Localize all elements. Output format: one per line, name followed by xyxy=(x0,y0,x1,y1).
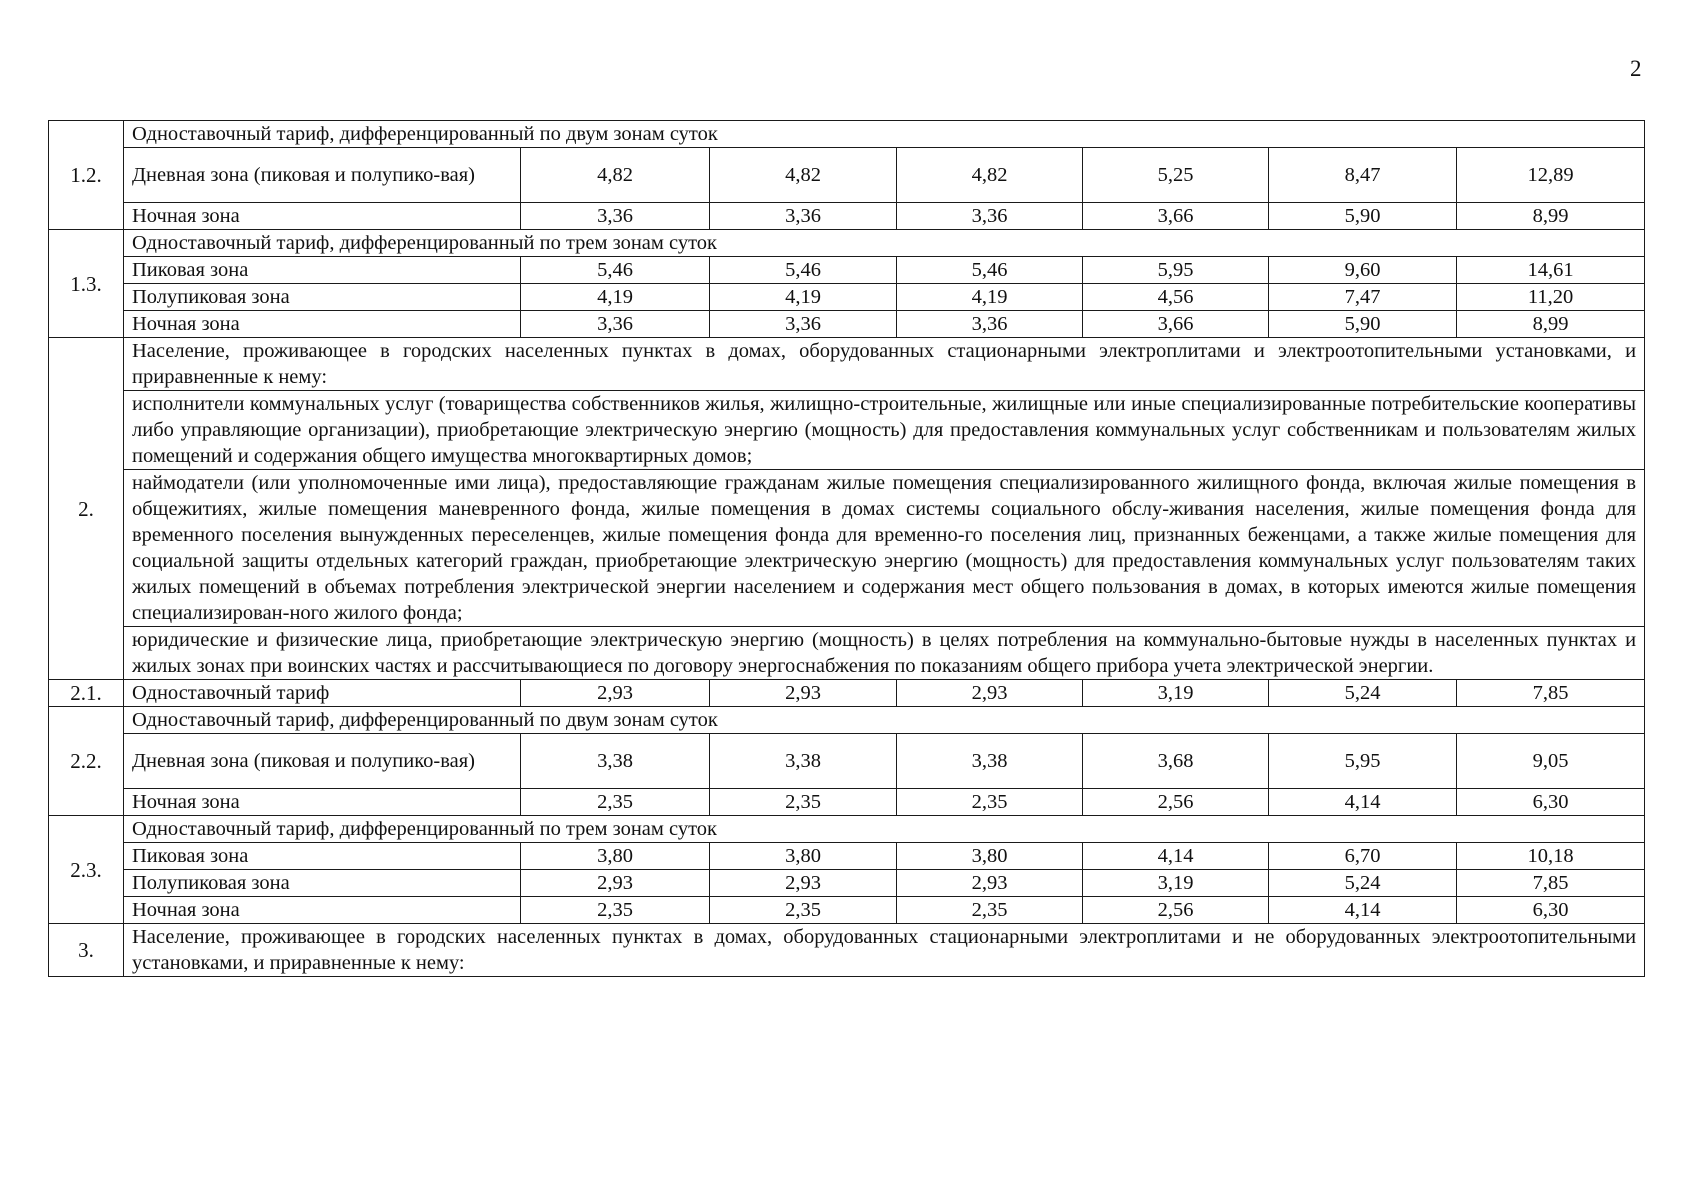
tariff-value: 2,93 xyxy=(897,870,1083,897)
tariff-value: 8,99 xyxy=(1457,203,1645,230)
tariff-value: 4,14 xyxy=(1269,897,1457,924)
page-number: 2 xyxy=(1630,56,1642,81)
tariff-value: 5,46 xyxy=(897,257,1083,284)
tariff-value: 3,38 xyxy=(897,734,1083,789)
tariff-value: 4,82 xyxy=(710,148,897,203)
zone-label: Ночная зона xyxy=(124,203,521,230)
tariff-value: 2,35 xyxy=(710,897,897,924)
tariff-value: 2,93 xyxy=(521,870,710,897)
tariff-value: 5,24 xyxy=(1269,680,1457,707)
tariff-value: 2,35 xyxy=(521,789,710,816)
tariff-value: 3,80 xyxy=(710,843,897,870)
zone-label: Пиковая зона xyxy=(124,257,521,284)
zone-label: Ночная зона xyxy=(124,897,521,924)
tariff-value: 3,36 xyxy=(710,203,897,230)
tariff-value: 2,93 xyxy=(710,870,897,897)
tariff-value: 4,14 xyxy=(1083,843,1269,870)
tariff-value: 5,46 xyxy=(710,257,897,284)
row-number: 1.2. xyxy=(49,121,124,230)
zone-label: Дневная зона (пиковая и полупико-вая) xyxy=(124,148,521,203)
tariff-value: 3,36 xyxy=(897,203,1083,230)
tariff-value: 11,20 xyxy=(1457,284,1645,311)
tariff-value: 5,95 xyxy=(1269,734,1457,789)
tariff-value: 5,95 xyxy=(1083,257,1269,284)
tariff-value: 3,19 xyxy=(1083,680,1269,707)
tariff-value: 2,93 xyxy=(710,680,897,707)
tariff-subheading: Одноставочный тариф, дифференцированный по двум зонам суток xyxy=(124,121,1645,148)
tariff-value: 2,56 xyxy=(1083,897,1269,924)
tariff-value: 3,68 xyxy=(1083,734,1269,789)
row-number: 2.2. xyxy=(49,707,124,816)
tariff-value: 7,85 xyxy=(1457,680,1645,707)
tariff-value: 3,36 xyxy=(897,311,1083,338)
row-number: 3. xyxy=(49,924,124,977)
tariff-value: 4,82 xyxy=(521,148,710,203)
tariff-value: 10,18 xyxy=(1457,843,1645,870)
tariff-value: 3,36 xyxy=(710,311,897,338)
tariff-value: 4,19 xyxy=(521,284,710,311)
tariff-value: 14,61 xyxy=(1457,257,1645,284)
tariff-value: 3,66 xyxy=(1083,203,1269,230)
tariff-value: 4,19 xyxy=(710,284,897,311)
tariff-value: 2,35 xyxy=(710,789,897,816)
tariff-value: 3,36 xyxy=(521,311,710,338)
tariff-value: 3,38 xyxy=(710,734,897,789)
tariff-value: 5,46 xyxy=(521,257,710,284)
tariff-value: 3,66 xyxy=(1083,311,1269,338)
tariff-value: 6,30 xyxy=(1457,789,1645,816)
row-number: 2. xyxy=(49,338,124,680)
tariff-value: 6,70 xyxy=(1269,843,1457,870)
tariff-value: 5,90 xyxy=(1269,203,1457,230)
tariff-value: 2,93 xyxy=(521,680,710,707)
tariff-value: 2,35 xyxy=(897,897,1083,924)
zone-label: Полупиковая зона xyxy=(124,284,521,311)
tariff-value: 9,60 xyxy=(1269,257,1457,284)
category-paragraph: Население, проживающее в городских населенных пунктах в домах, оборудованных стационарными электроплитами и электроотопительными установками, и приравненные к нему: xyxy=(124,338,1645,391)
tariff-value: 3,19 xyxy=(1083,870,1269,897)
tariff-value: 4,19 xyxy=(897,284,1083,311)
zone-label: Одноставочный тариф xyxy=(124,680,521,707)
tariff-value: 3,80 xyxy=(897,843,1083,870)
category-paragraph: исполнители коммунальных услуг (товарищества собственников жилья, жилищно-строительные, жилищные или иные специализированные потребительские кооперативы либо управляющие организации), приобретающие электрическую энергию (мощность) для предоставления коммунальных услуг собственникам и пользователям жилых помещений и содержания общего имущества многоквартирных домов; xyxy=(124,391,1645,470)
zone-label: Дневная зона (пиковая и полупико-вая) xyxy=(124,734,521,789)
tariff-subheading: Одноставочный тариф, дифференцированный по двум зонам суток xyxy=(124,707,1645,734)
tariff-value: 8,99 xyxy=(1457,311,1645,338)
row-number: 1.3. xyxy=(49,230,124,338)
tariff-value: 7,47 xyxy=(1269,284,1457,311)
tariff-value: 2,35 xyxy=(521,897,710,924)
tariff-value: 5,90 xyxy=(1269,311,1457,338)
tariff-subheading: Одноставочный тариф, дифференцированный по трем зонам суток xyxy=(124,230,1645,257)
tariff-value: 8,47 xyxy=(1269,148,1457,203)
category-paragraph: наймодатели (или уполномоченные ими лица), предоставляющие гражданам жилые помещения специализированного жилищного фонда, включая жилые помещения в общежитиях, жилые помещения маневренного фонда, жилые помещения в домах системы социального обслу-живания населения, жилые помещения фонда для временного поселения вынужденных переселенцев, жилые помещения фонда для временно-го поселения лиц, признанных беженцами, а также жилые помещения для социальной защиты отдельных категорий граждан, приобретающие электрическую энергию (мощность) для предоставления коммунальных услуг пользователям таких жилых помещений в объемах потребления электрической энергии населением и содержания мест общего пользования в домах, в которых имеются жилые помещения специализирован-ного жилого фонда; xyxy=(124,470,1645,627)
zone-label: Ночная зона xyxy=(124,789,521,816)
tariff-value: 3,80 xyxy=(521,843,710,870)
tariff-value: 6,30 xyxy=(1457,897,1645,924)
tariff-value: 3,36 xyxy=(521,203,710,230)
tariff-value: 7,85 xyxy=(1457,870,1645,897)
zone-label: Пиковая зона xyxy=(124,843,521,870)
row-number: 2.1. xyxy=(49,680,124,707)
tariff-value: 5,24 xyxy=(1269,870,1457,897)
tariff-value: 12,89 xyxy=(1457,148,1645,203)
category-paragraph: Население, проживающее в городских населенных пунктах в домах, оборудованных стационарными электроплитами и не оборудованных электроотопительными установками, и приравненные к нему: xyxy=(124,924,1645,977)
tariff-value: 3,38 xyxy=(521,734,710,789)
tariff-value: 2,35 xyxy=(897,789,1083,816)
tariff-subheading: Одноставочный тариф, дифференцированный по трем зонам суток xyxy=(124,816,1645,843)
tariff-value: 5,25 xyxy=(1083,148,1269,203)
tariff-value: 2,56 xyxy=(1083,789,1269,816)
zone-label: Полупиковая зона xyxy=(124,870,521,897)
tariff-value: 2,93 xyxy=(897,680,1083,707)
tariff-value: 4,82 xyxy=(897,148,1083,203)
row-number: 2.3. xyxy=(49,816,124,924)
tariff-table xyxy=(48,120,1645,977)
zone-label: Ночная зона xyxy=(124,311,521,338)
tariff-value: 9,05 xyxy=(1457,734,1645,789)
tariff-value: 4,56 xyxy=(1083,284,1269,311)
category-paragraph: юридические и физические лица, приобретающие электрическую энергию (мощность) в целях потребления на коммунально-бытовые нужды в населенных пунктах и жилых зонах при воинских частях и рассчитывающиеся по договору энергоснабжения по показаниям общего прибора учета электрической энергии. xyxy=(124,627,1645,680)
tariff-value: 4,14 xyxy=(1269,789,1457,816)
